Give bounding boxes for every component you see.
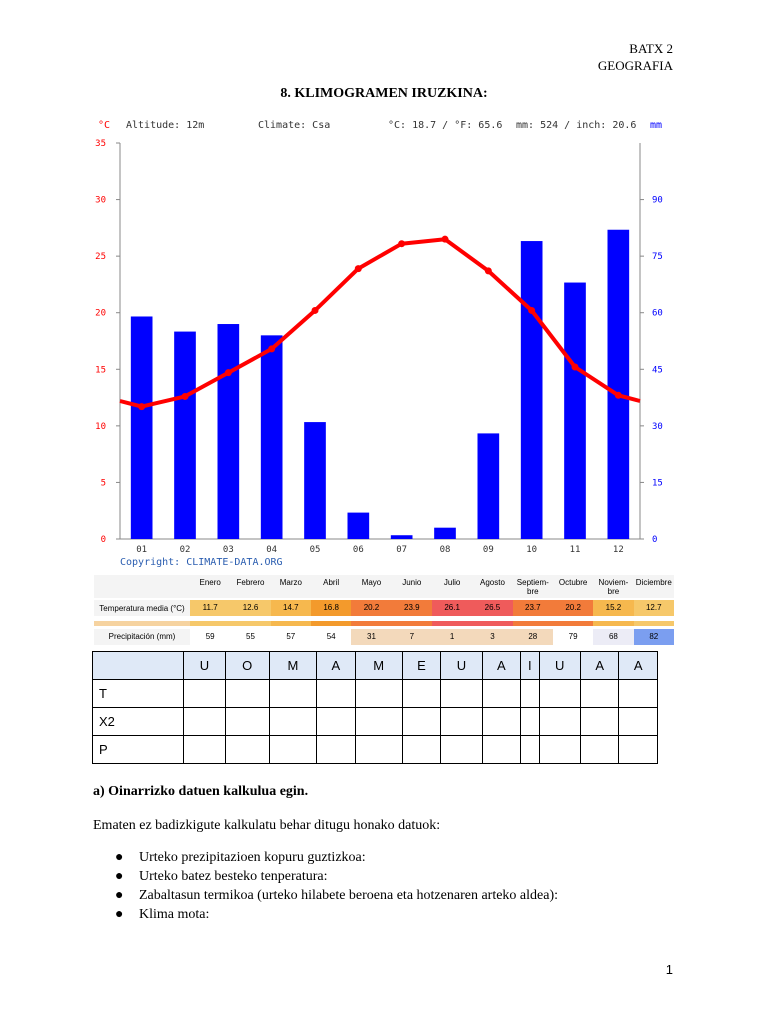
- precipitation-label: Precipitación (mm): [94, 629, 190, 645]
- grid-input-cell[interactable]: [521, 680, 539, 708]
- grid-input-cell[interactable]: [521, 736, 539, 764]
- x-tick-label: 02: [179, 545, 191, 555]
- header-line-course: BATX 2: [629, 41, 673, 56]
- temperature-point: [485, 267, 492, 274]
- bullet-text: Zabaltasun termikoa (urteko hilabete beroena eta hotzenaren arteko aldea):: [139, 888, 559, 903]
- month-header-cell: Marzo: [279, 577, 302, 587]
- temperature-cell: 26.5: [472, 600, 512, 616]
- x-tick-label: 06: [352, 545, 364, 555]
- precipitation-bar: [608, 230, 630, 539]
- strip-divider: [94, 621, 674, 626]
- bullet-dot-icon: ●: [115, 850, 124, 865]
- x-tick-label: 11: [569, 545, 581, 555]
- precipitation-summary: mm: 524 / inch: 20.6: [516, 120, 637, 131]
- grid-input-cell[interactable]: [317, 708, 356, 736]
- precipitation-bar: [261, 335, 283, 539]
- x-tick-label: 09: [482, 545, 494, 555]
- temperature-line: [120, 239, 640, 406]
- grid-input-cell[interactable]: [619, 680, 658, 708]
- month-header-cell: Enero: [199, 577, 221, 587]
- month-header-cell: Mayo: [361, 577, 382, 587]
- grid-header-cell: A: [580, 652, 619, 680]
- left-tick-label: 15: [95, 365, 106, 376]
- grid-row: [93, 680, 658, 708]
- grid-header-cell: M: [269, 652, 316, 680]
- divider-cell: [634, 621, 674, 626]
- bullet-item: [93, 869, 558, 888]
- grid-header-cell: A: [482, 652, 521, 680]
- grid-header-cell: M: [355, 652, 402, 680]
- grid-header-cell: E: [402, 652, 441, 680]
- grid-input-cell[interactable]: [355, 680, 402, 708]
- left-tick-label: 0: [100, 535, 106, 545]
- right-tick-label: 90: [652, 195, 663, 206]
- grid-header-cell: U: [441, 652, 482, 680]
- right-tick-label: 75: [652, 252, 663, 263]
- x-tick-label: 01: [136, 545, 148, 555]
- grid-row-label: P: [93, 736, 184, 764]
- precipitation-cell: 1: [432, 629, 472, 645]
- month-header-cell: Agosto: [480, 577, 505, 587]
- month-header-cell: Diciembre: [635, 577, 672, 587]
- precipitation-bar: [348, 513, 370, 539]
- temperature-point: [225, 369, 232, 376]
- climate-label: Climate: Csa: [258, 120, 331, 131]
- bullet-item: [93, 888, 558, 907]
- month-header-cell: Febrero: [236, 577, 265, 587]
- grid-input-cell[interactable]: [355, 736, 402, 764]
- grid-input-cell[interactable]: [580, 736, 619, 764]
- page-number: 1: [665, 962, 673, 977]
- climate-data-strip: [94, 575, 674, 645]
- grid-input-cell[interactable]: [269, 736, 316, 764]
- copyright-label: Copyright: CLIMATE-DATA.ORG: [120, 557, 283, 568]
- grid-input-cell[interactable]: [317, 680, 356, 708]
- grid-input-cell[interactable]: [225, 680, 269, 708]
- divider-cell: [230, 621, 270, 626]
- left-tick-label: 30: [95, 195, 106, 206]
- grid-header-cell: A: [317, 652, 356, 680]
- divider-cell: [392, 621, 432, 626]
- divider-cell: [432, 621, 472, 626]
- grid-header-cell: [93, 652, 184, 680]
- temperature-cell: 20.2: [351, 600, 391, 616]
- grid-input-cell[interactable]: [521, 708, 539, 736]
- grid-input-cell[interactable]: [619, 708, 658, 736]
- grid-row: [93, 708, 658, 736]
- bullet-text: Urteko prezipitazioen kopuru guztizkoa:: [139, 850, 366, 865]
- precipitation-cell: 28: [513, 629, 553, 645]
- bullet-dot-icon: ●: [115, 869, 124, 884]
- precipitation-cell: 54: [311, 629, 351, 645]
- intro-paragraph: Ematen ez badizkigute kalkulatu behar ditugu honako datuok:: [93, 818, 441, 833]
- grid-header-row: [93, 652, 658, 680]
- temperature-cell: 12.6: [230, 600, 270, 616]
- right-unit-label: mm: [650, 120, 663, 131]
- grid-input-cell[interactable]: [539, 736, 580, 764]
- grid-input-cell[interactable]: [539, 680, 580, 708]
- left-tick-label: 20: [95, 308, 106, 319]
- temperature-row: [94, 600, 674, 616]
- temperature-point: [182, 393, 189, 400]
- precipitation-bar: [174, 332, 196, 539]
- divider-cell: [271, 621, 311, 626]
- temperature-cell: 23.9: [392, 600, 432, 616]
- header-line-subject: GEOGRAFIA: [597, 58, 673, 73]
- climate-grid-table: [92, 651, 658, 764]
- grid-header-cell: O: [225, 652, 269, 680]
- bullet-dot-icon: ●: [115, 888, 124, 903]
- divider-cell: [311, 621, 351, 626]
- grid-input-cell[interactable]: [225, 708, 269, 736]
- precipitation-row: [94, 629, 674, 645]
- temperature-cell: 12.7: [634, 600, 674, 616]
- precipitation-cell: 3: [472, 629, 512, 645]
- precipitation-bar: [218, 324, 240, 539]
- x-tick-label: 08: [439, 545, 451, 555]
- grid-input-cell[interactable]: [355, 708, 402, 736]
- month-header-cell: Julio: [443, 577, 461, 587]
- left-tick-label: 10: [95, 421, 106, 432]
- grid-input-cell[interactable]: [482, 680, 521, 708]
- bullet-text: Urteko batez besteko tenperatura:: [139, 869, 328, 884]
- x-tick-label: 05: [309, 545, 321, 555]
- grid-input-cell[interactable]: [184, 736, 225, 764]
- temperature-cell: 14.7: [271, 600, 311, 616]
- grid-row: [93, 736, 658, 764]
- right-tick-label: 45: [652, 365, 663, 376]
- temperature-point: [572, 364, 579, 371]
- section-a-heading: a) Oinarrizko datuen kalkulua egin.: [93, 784, 309, 799]
- x-tick-label: 03: [222, 545, 234, 555]
- precipitation-cell: 57: [271, 629, 311, 645]
- grid-header-cell: U: [184, 652, 225, 680]
- grid-input-cell[interactable]: [402, 680, 441, 708]
- grid-input-cell[interactable]: [317, 736, 356, 764]
- x-tick-label: 12: [612, 545, 624, 555]
- grid-input-cell[interactable]: [184, 708, 225, 736]
- x-tick-label: 07: [396, 545, 408, 555]
- grid-input-cell[interactable]: [441, 708, 482, 736]
- month-header-cell: Septiem-bre: [516, 577, 549, 596]
- document-header: [598, 40, 673, 74]
- precipitation-cell: 82: [634, 629, 674, 645]
- precipitation-cell: 31: [351, 629, 391, 645]
- temperature-cell: 23.7: [513, 600, 553, 616]
- precipitation-bar: [564, 283, 586, 539]
- right-tick-label: 60: [652, 308, 663, 319]
- grid-input-cell[interactable]: [402, 708, 441, 736]
- left-tick-label: 35: [95, 139, 106, 149]
- precipitation-bar: [434, 528, 456, 539]
- divider-cell: [351, 621, 391, 626]
- temperature-cell: 11.7: [190, 600, 230, 616]
- left-unit-label: °C: [98, 120, 111, 131]
- precipitation-bar: [478, 433, 500, 539]
- x-tick-label: 10: [526, 545, 538, 555]
- precipitation-bar: [131, 316, 153, 539]
- data-bullet-list: [93, 850, 558, 926]
- grid-input-cell[interactable]: [482, 708, 521, 736]
- bullet-text: Klima mota:: [139, 907, 210, 922]
- precipitation-cell: 59: [190, 629, 230, 645]
- month-header-cell: Noviem-bre: [598, 577, 629, 596]
- grid-input-cell[interactable]: [441, 736, 482, 764]
- temperature-point: [312, 307, 319, 314]
- climograph-chart: [88, 112, 680, 572]
- divider-cell: [593, 621, 633, 626]
- precipitation-bar: [304, 422, 326, 539]
- grid-input-cell[interactable]: [580, 680, 619, 708]
- left-tick-label: 25: [95, 252, 106, 263]
- grid-input-cell[interactable]: [269, 708, 316, 736]
- bullet-item: [93, 907, 558, 926]
- grid-input-cell[interactable]: [269, 680, 316, 708]
- precipitation-cell: 55: [230, 629, 270, 645]
- grid-input-cell[interactable]: [580, 708, 619, 736]
- divider-cell: [513, 621, 553, 626]
- grid-header-cell: A: [619, 652, 658, 680]
- grid-input-cell[interactable]: [482, 736, 521, 764]
- left-tick-label: 5: [100, 478, 106, 489]
- grid-header-cell: U: [539, 652, 580, 680]
- divider-cell: [190, 621, 230, 626]
- precipitation-cell: 7: [392, 629, 432, 645]
- right-tick-label: 0: [652, 535, 658, 545]
- temperature-point: [268, 345, 275, 352]
- precipitation-bar: [391, 535, 413, 539]
- temperature-point: [355, 265, 362, 272]
- grid-header-cell: I: [521, 652, 539, 680]
- months-row: [94, 575, 674, 598]
- grid-input-cell[interactable]: [225, 736, 269, 764]
- precipitation-bar: [521, 241, 543, 539]
- bullet-dot-icon: ●: [115, 907, 124, 922]
- temperature-point: [528, 307, 535, 314]
- temperature-summary: °C: 18.7 / °F: 65.6: [388, 120, 503, 131]
- grid-input-cell[interactable]: [441, 680, 482, 708]
- grid-input-cell[interactable]: [402, 736, 441, 764]
- temperature-cell: 26.1: [432, 600, 472, 616]
- grid-input-cell[interactable]: [184, 680, 225, 708]
- temperature-label: Temperatura media (°C): [99, 603, 185, 613]
- precipitation-cell: 79: [553, 629, 593, 645]
- bullet-item: [93, 850, 558, 869]
- month-header-cell: Junio: [402, 577, 422, 587]
- page-title: 8. KLIMOGRAMEN IRUZKINA:: [280, 86, 488, 101]
- grid-input-cell[interactable]: [619, 736, 658, 764]
- temperature-point: [615, 392, 622, 399]
- grid-input-cell[interactable]: [539, 708, 580, 736]
- month-header-cell: Abril: [323, 577, 340, 587]
- divider-cell: [553, 621, 593, 626]
- temperature-point: [398, 240, 405, 247]
- grid-row-label: T: [93, 680, 184, 708]
- grid-row-label: X2: [93, 708, 184, 736]
- temperature-cell: 20.2: [553, 600, 593, 616]
- month-header-cell: Octubre: [558, 577, 588, 587]
- divider-cell: [472, 621, 512, 626]
- altitude-label: Altitude: 12m: [126, 120, 205, 131]
- x-tick-label: 04: [266, 545, 278, 555]
- temperature-cell: 15.2: [593, 600, 633, 616]
- right-tick-label: 30: [652, 421, 663, 432]
- temperature-point: [442, 236, 449, 243]
- temperature-point: [138, 403, 145, 410]
- precipitation-cell: 68: [593, 629, 633, 645]
- temperature-cell: 16.8: [311, 600, 351, 616]
- right-tick-label: 15: [652, 478, 663, 489]
